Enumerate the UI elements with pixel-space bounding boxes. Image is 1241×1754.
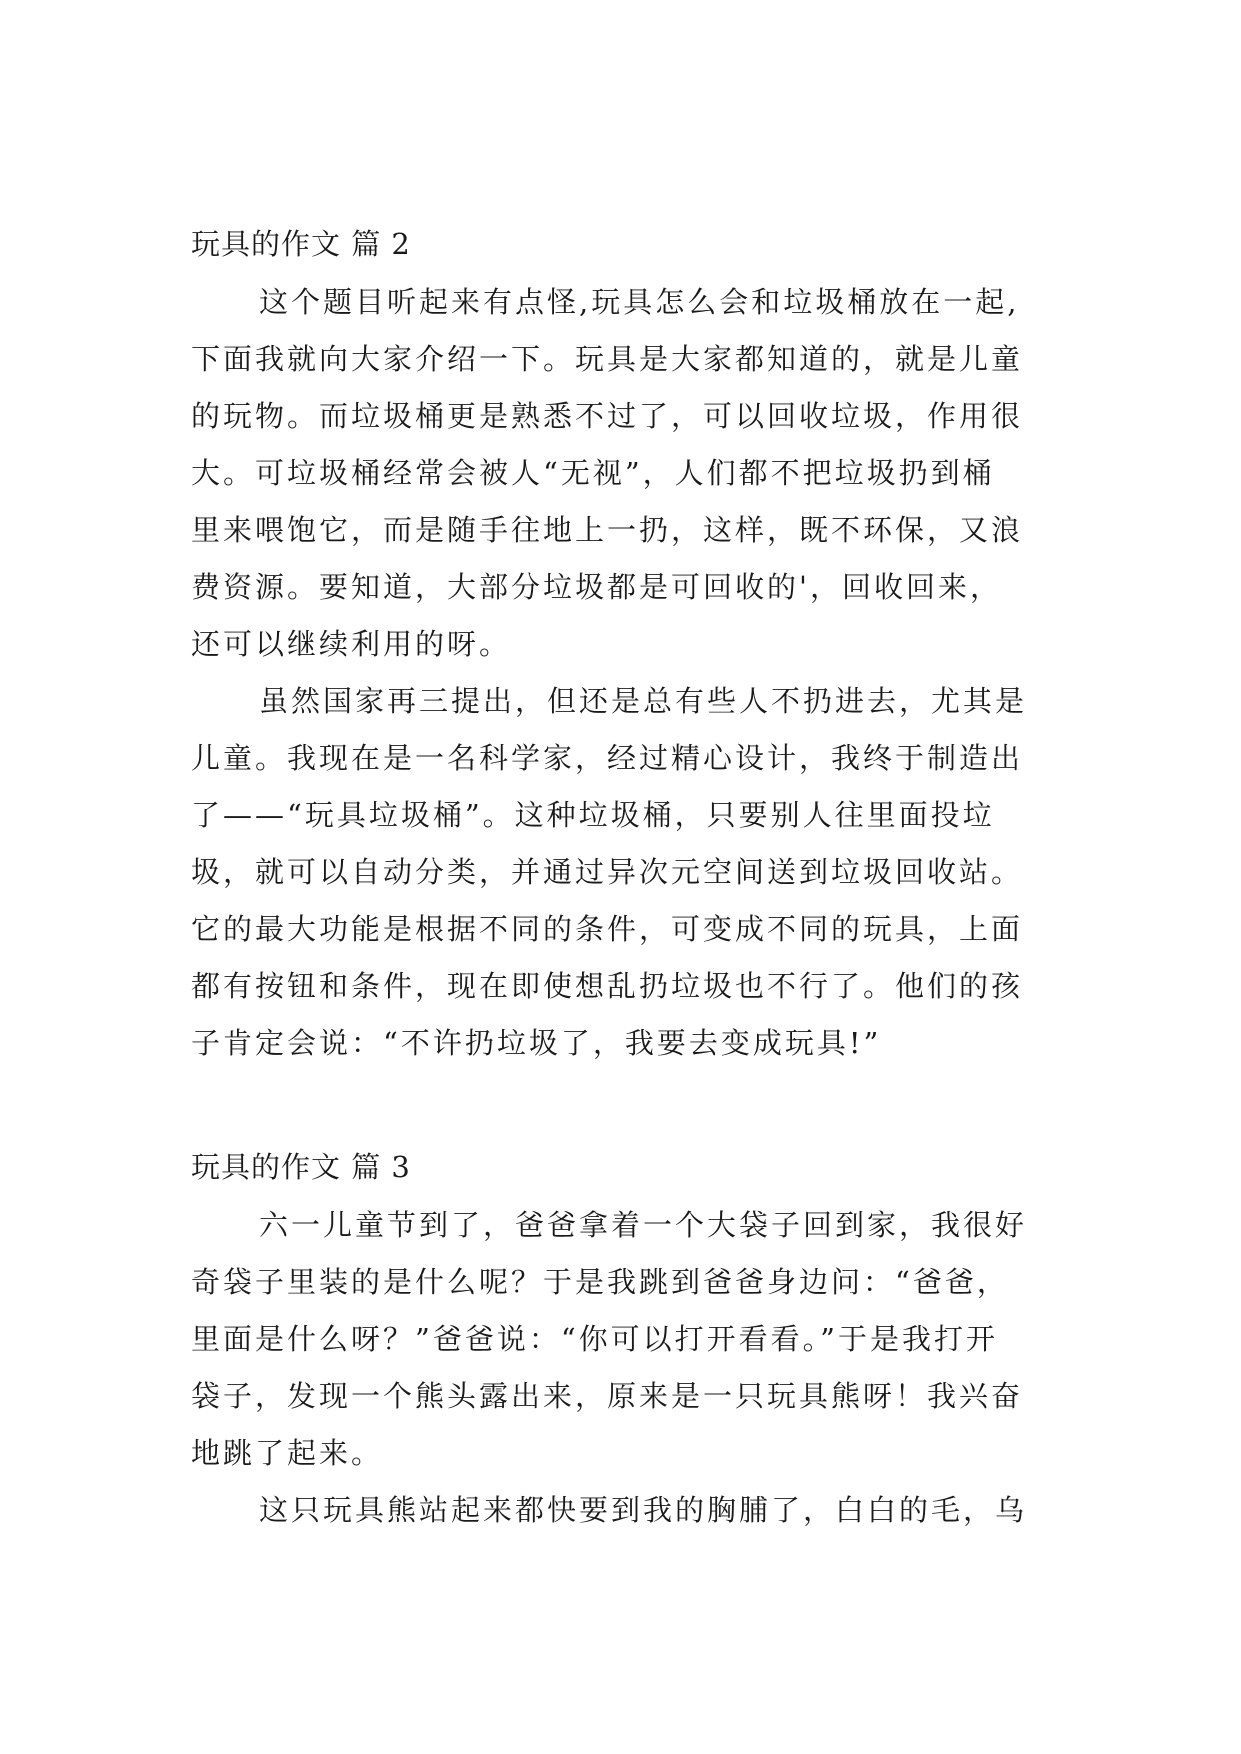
paragraph-line: 子肯定会说：“不许扔垃圾了，我要去变成玩具!”: [191, 1026, 882, 1060]
paragraph-line: 奇袋子里装的是什么呢？于是我跳到爸爸身边问：“爸爸，: [191, 1265, 1009, 1299]
paragraph-line: 都有按钮和条件，现在即使想乱扔垃圾也不行了。他们的孩: [191, 969, 1024, 1003]
paragraph-line: 里来喂饱它，而是随手往地上一扔，这样，既不环保，又浪: [191, 513, 1024, 547]
paragraph-line: 虽然国家再三提出，但还是总有些人不扔进去，尤其是: [259, 684, 1028, 718]
paragraph-line: 儿童。我现在是一名科学家，经过精心设计，我终于制造出: [191, 741, 1024, 775]
section-title: 玩具的作文 篇 2: [191, 227, 411, 261]
paragraph-line: 还可以继续利用的呀。: [191, 627, 512, 661]
paragraph-line: 下面我就向大家介绍一下。玩具是大家都知道的，就是儿童: [191, 342, 1024, 376]
paragraph-line: 这只玩具熊站起来都快要到我的胸脯了，白白的毛，乌: [259, 1493, 1028, 1527]
paragraph-line: 它的最大功能是根据不同的条件，可变成不同的玩具，上面: [191, 912, 1024, 946]
paragraph-line: 的玩物。而垃圾桶更是熟悉不过了，可以回收垃圾，作用很: [191, 399, 1024, 433]
paragraph-line: 费资源。要知道，大部分垃圾都是可回收的'，回收回来，: [191, 570, 1002, 604]
paragraph-line: 里面是什么呀？”爸爸说：“你可以打开看看。”于是我打开: [191, 1322, 998, 1356]
paragraph-line: 圾，就可以自动分类，并通过异次元空间送到垃圾回收站。: [191, 855, 1024, 889]
paragraph-line: 袋子，发现一个熊头露出来，原来是一只玩具熊呀！我兴奋: [191, 1379, 1024, 1413]
paragraph-line: 六一儿童节到了，爸爸拿着一个大袋子回到家，我很好: [259, 1208, 1028, 1242]
paragraph-line: 大。可垃圾桶经常会被人“无视”，人们都不把垃圾扔到桶: [191, 456, 995, 490]
paragraph-line: 这个题目听起来有点怪,玩具怎么会和垃圾桶放在一起,: [259, 285, 1020, 319]
paragraph-line: 地跳了起来。: [191, 1436, 384, 1470]
paragraph-line: 了——“玩具垃圾桶”。这种垃圾桶，只要别人往里面投垃: [191, 798, 995, 832]
section-title: 玩具的作文 篇 3: [191, 1150, 411, 1184]
